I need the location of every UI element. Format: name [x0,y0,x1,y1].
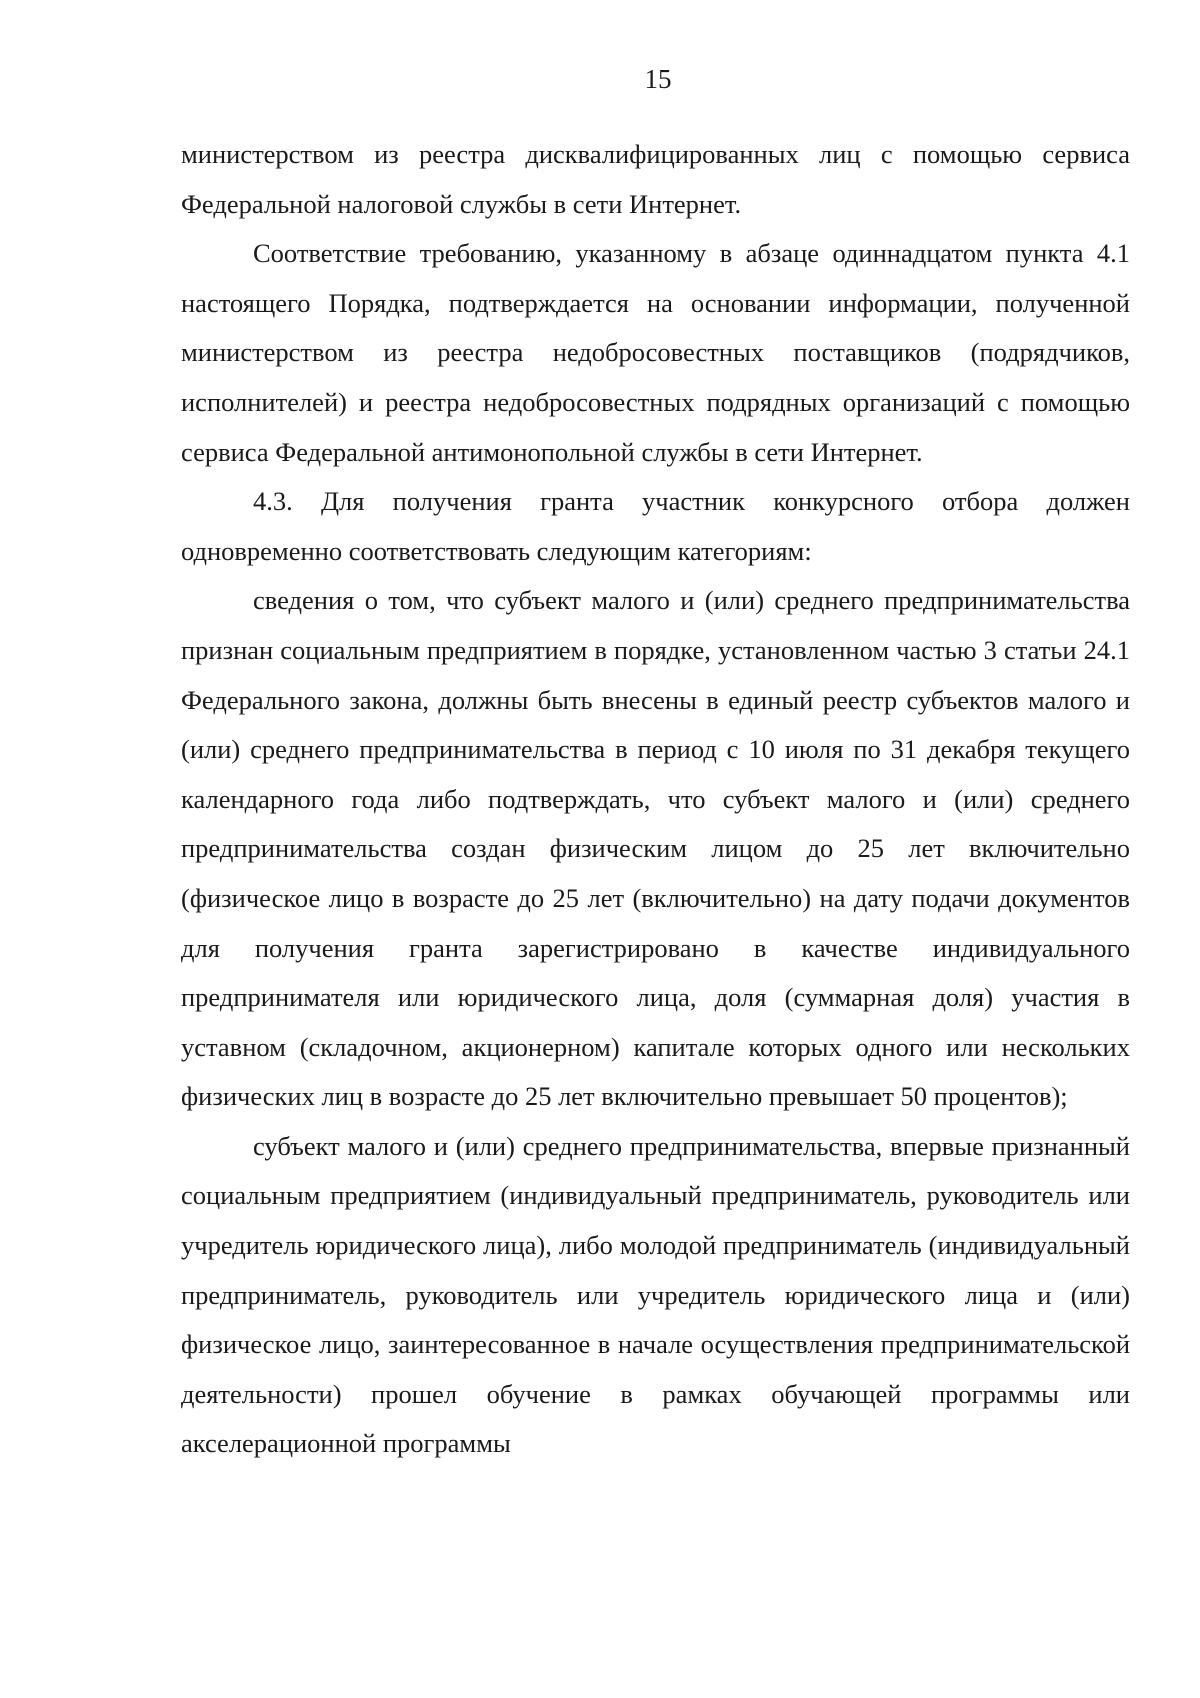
paragraph-section-4-3: 4.3. Для получения гранта участник конкурсного отбора должен одновременно соответствовать следующим категориям: [181,486,1130,566]
paragraph-disqualified-registry: министерством из реестра дисквалифицированных лиц с помощью сервиса Федеральной налоговой службы в сети Интернет. [181,139,1130,219]
paragraph-training-requirement: субъект малого и (или) среднего предпринимательства, впервые признанный социальным предприятием (индивидуальный предприниматель, руководитель или учредитель юридического лица), либо молодой предприниматель (индивидуальный предприниматель, руководитель или учредитель юридического лица и (или) физическое лицо, заинтересованное в начале осуществления предпринимательской деятельности) прошел обучение в рамках обучающей программы или акселерационной программы [181,1130,1130,1459]
paragraph-unfair-suppliers-registry: Соответствие требованию, указанному в абзаце одиннадцатом пункта 4.1 настоящего Порядка, подтверждается на основании информации, полученной министерством из реестра недобросовестных поставщиков (подрядчиков, исполнителей) и реестра недобросовестных подрядных организаций с помощью сервиса Федеральной антимонопольной службы в сети Интернет. [181,238,1130,467]
document-body [181,130,1130,1469]
page-number: 15 [644,64,672,94]
paragraph-social-enterprise-info: сведения о том, что субъект малого и (или) среднего предпринимательства признан социальным предприятием в порядке, установленном частью 3 статьи 24.1 Федерального закона, должны быть внесены в единый реестр субъектов малого и (или) среднего предпринимательства в период с 10 июля по 31 декабря текущего календарного года либо подтверждать, что субъект малого и (или) среднего предпринимательства создан физическим лицом до 25 лет включительно (физическое лицо в возрасте до 25 лет (включительно) на дату подачи документов для получения гранта зарегистрировано в качестве индивидуального предпринимателя или юридического лица, доля (суммарная доля) участия в уставном (складочном, акционерном) капитале которых одного или нескольких физических лиц в возрасте до 25 лет включительно превышает 50 процентов); [181,585,1130,1112]
